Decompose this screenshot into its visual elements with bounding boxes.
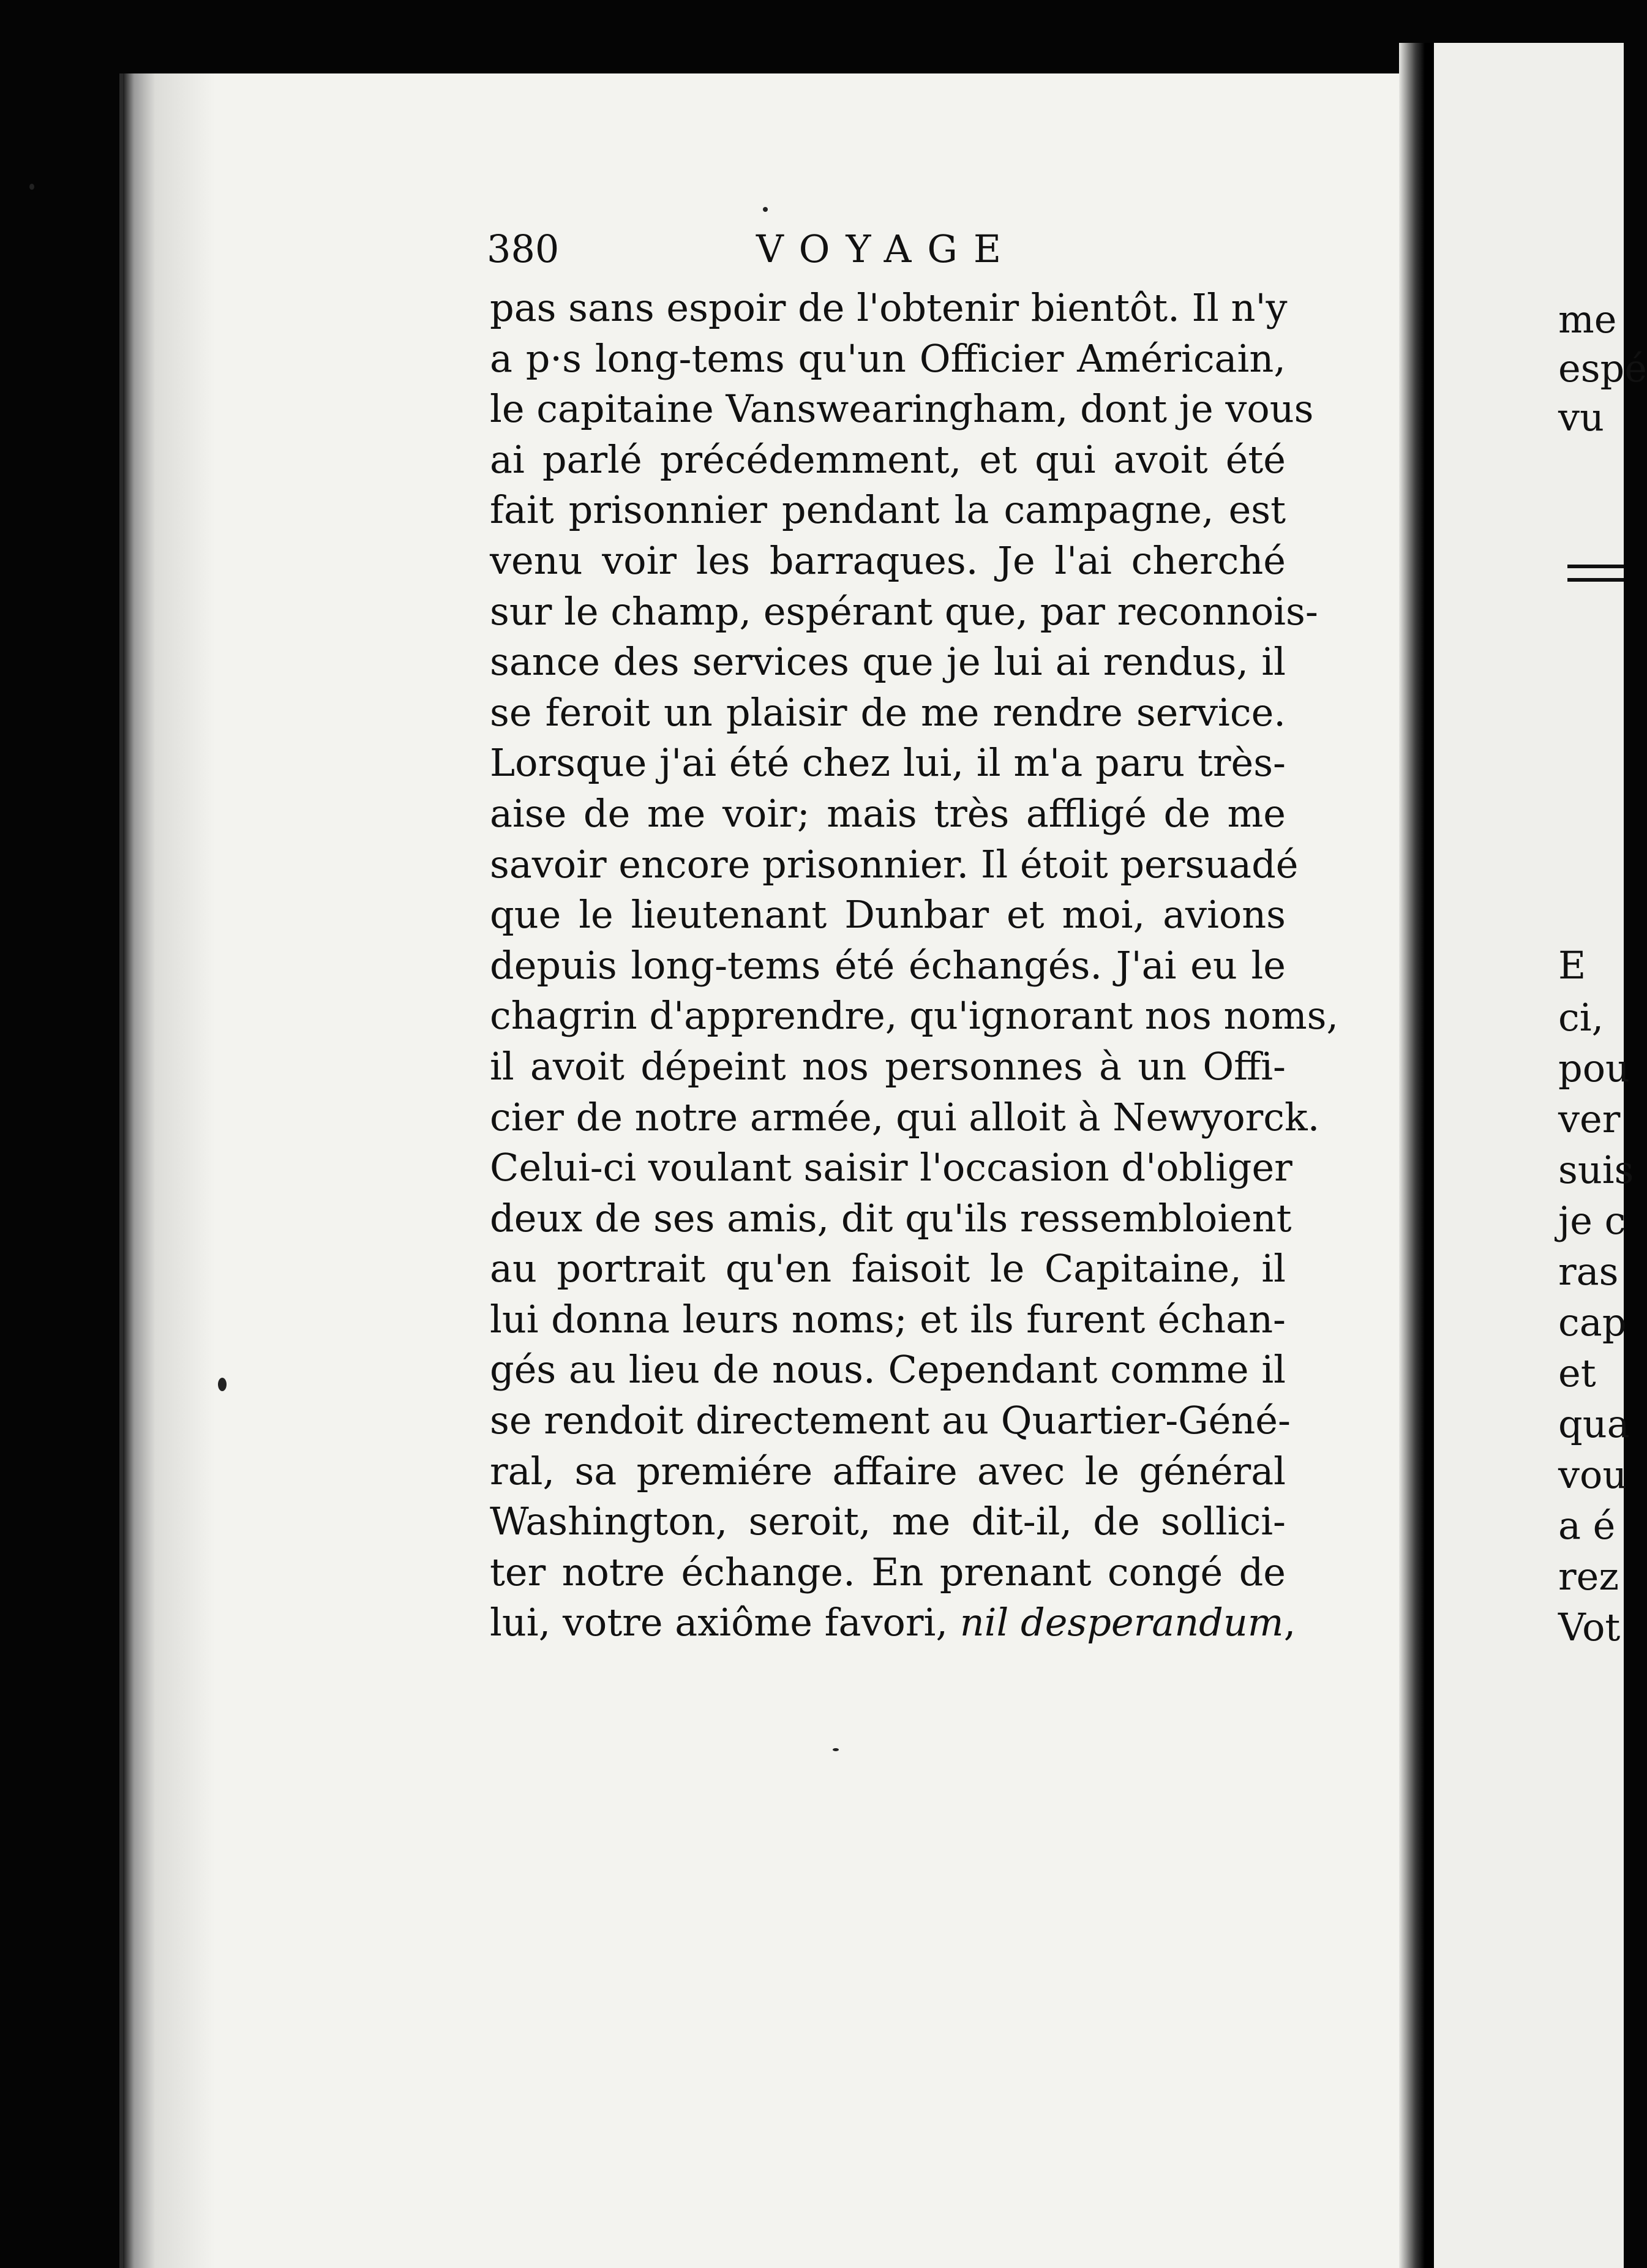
ink-speck: [218, 1378, 227, 1391]
page-number: 380: [487, 227, 560, 271]
body-text: [490, 283, 1339, 1648]
right-fragment: ver: [1558, 1097, 1621, 1141]
right-fragment: E: [1558, 943, 1586, 988]
right-fragment: me: [1558, 297, 1617, 342]
text-line: depuis long-tems été échangés. J'ai eu le: [490, 942, 1286, 988]
text-line: lui donna leurs noms; et ils furent échan-: [490, 1296, 1286, 1342]
last-line-suffix: ,: [1283, 1600, 1296, 1645]
ink-speck: [763, 207, 768, 212]
text-line: cier de notre armée, qui alloit à Newyorck.: [490, 1094, 1320, 1140]
text-line: Washington, seroit, me dit-il, de sollici-: [490, 1499, 1286, 1544]
running-head: [487, 227, 1026, 269]
text-line: deux de ses amis, dit qu'ils ressembloient: [490, 1195, 1292, 1241]
text-line: Celui-ci voulant saisir l'occasion d'obliger: [490, 1145, 1292, 1190]
text-line: pas sans espoir de l'obtenir bientôt. Il n'y: [490, 285, 1288, 330]
text-line: venu voir les barraques. Je l'ai cherché: [490, 538, 1286, 583]
text-line: Lorsque j'ai été chez lui, il m'a paru très-: [490, 740, 1286, 786]
text-line: ter notre échange. En prenant congé de: [490, 1549, 1286, 1594]
text-line: le capitaine Vanswearingham, dont je vous: [490, 386, 1314, 432]
right-fragment: pou: [1558, 1046, 1630, 1091]
right-fragment: vu: [1558, 395, 1604, 440]
ink-speck: [29, 184, 34, 190]
last-text-line: [490, 1598, 1296, 1648]
right-fragment: ras: [1558, 1249, 1619, 1294]
text-line: que le lieutenant Dunbar et moi, avions: [490, 892, 1286, 937]
right-fragment: cap: [1558, 1300, 1627, 1345]
latin-phrase: nil desperandum: [959, 1600, 1284, 1645]
right-fragment: et: [1558, 1351, 1596, 1395]
right-fragment: suis: [1558, 1147, 1634, 1192]
last-line-prefix: lui, votre axiôme favori,: [490, 1600, 960, 1645]
ink-speck: [833, 1748, 839, 1751]
text-line: gés au lieu de nous. Cependant comme il: [490, 1347, 1286, 1392]
text-line: aise de me voir; mais très affligé de me: [490, 790, 1286, 836]
text-line: au portrait qu'en faisoit le Capitaine, il: [490, 1246, 1286, 1291]
right-fragment: je c: [1558, 1198, 1626, 1243]
right-fragment: qua: [1558, 1402, 1630, 1446]
text-line: se feroit un plaisir de me rendre service.: [490, 689, 1286, 735]
right-fragment: rez: [1558, 1554, 1619, 1599]
text-line: sance des services que je lui ai rendus, il: [490, 639, 1286, 685]
right-fragment: Vot: [1558, 1605, 1621, 1650]
right-fragment: espé: [1558, 346, 1647, 391]
text-line: ai parlé précédemment, et qui avoit été: [490, 437, 1286, 482]
text-line: chagrin d'apprendre, qu'ignorant nos noms,: [490, 993, 1339, 1038]
text-line: sur le champ, espérant que, par reconnois-: [490, 588, 1318, 634]
text-line: fait prisonnier pendant la campagne, est: [490, 487, 1286, 533]
right-fragment: a é: [1558, 1503, 1616, 1548]
text-line: se rendoit directement au Quartier-Géné-: [490, 1398, 1291, 1443]
text-line: a p·s long-tems qu'un Officier Américain,: [490, 336, 1286, 381]
page-edge-shadow: [123, 73, 215, 2268]
text-line: savoir encore prisonnier. Il étoit persuadé: [490, 841, 1299, 887]
text-line: ral, sa premiére affaire avec le général: [490, 1448, 1286, 1493]
right-fragment: ci,: [1558, 995, 1604, 1040]
text-line: il avoit dépeint nos personnes à un Offi-: [490, 1043, 1286, 1089]
right-fragment: vou: [1558, 1452, 1627, 1497]
section-rule: [1567, 565, 1624, 582]
book-gutter: [1399, 43, 1436, 2268]
running-title: VOYAGE: [756, 227, 1018, 271]
